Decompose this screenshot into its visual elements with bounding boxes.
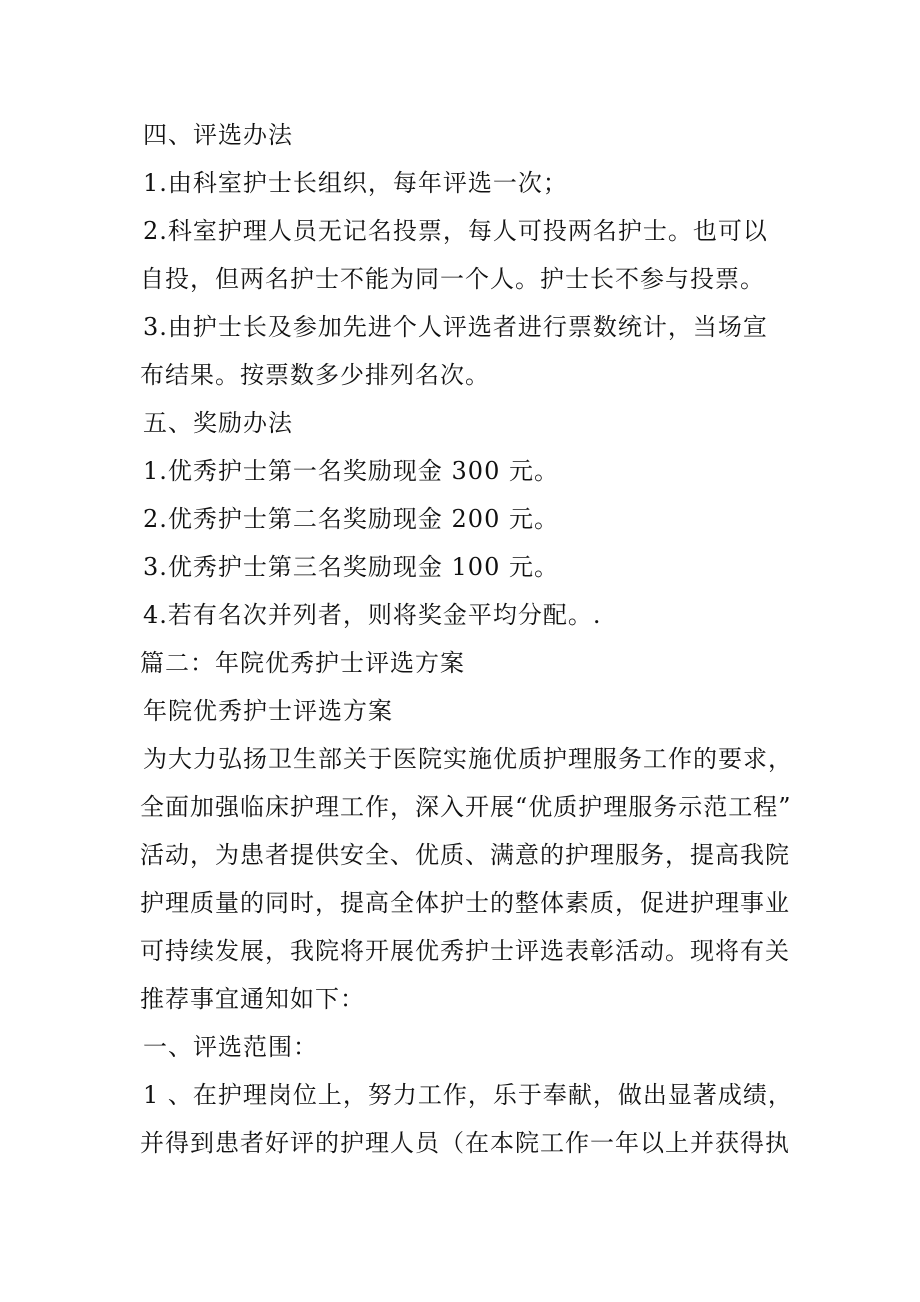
paragraph-line: 3.由护士长及参加先进个人评选者进行票数统计，当场宣 bbox=[143, 313, 768, 341]
paragraph-line: 并得到患者好评的护理人员（在本院工作一年以上并获得执 bbox=[140, 1129, 790, 1157]
heading-section-1: 一、评选范围： bbox=[143, 1033, 318, 1061]
paragraph-line: 3.优秀护士第三名奖励现金 100 元。 bbox=[143, 553, 559, 581]
paragraph-line: 为大力弘扬卫生部关于医院实施优质护理服务工作的要求， bbox=[143, 745, 793, 773]
heading-section-5: 五、奖励办法 bbox=[143, 409, 293, 437]
paragraph-line: 2.优秀护士第二名奖励现金 200 元。 bbox=[143, 505, 559, 533]
paragraph-line: 1.由科室护士长组织，每年评选一次； bbox=[143, 169, 568, 197]
paragraph-line: 推荐事宜通知如下： bbox=[140, 985, 365, 1013]
paragraph-line: 1.优秀护士第一名奖励现金 300 元。 bbox=[143, 457, 559, 485]
heading-section-4: 四、评选办法 bbox=[143, 121, 293, 149]
document-title: 年院优秀护士评选方案 bbox=[143, 697, 393, 725]
paragraph-line: 2.科室护理人员无记名投票，每人可投两名护士。也可以 bbox=[143, 217, 768, 245]
paragraph-line: 自投，但两名护士不能为同一个人。护士长不参与投票。 bbox=[140, 265, 765, 293]
paragraph-line: 护理质量的同时，提高全体护士的整体素质，促进护理事业 bbox=[140, 889, 790, 917]
paragraph-line: 布结果。按票数多少排列名次。 bbox=[140, 361, 490, 389]
paragraph-line: 活动，为患者提供安全、优质、满意的护理服务，提高我院 bbox=[140, 841, 790, 869]
chapter-heading: 篇二：年院优秀护士评选方案 bbox=[140, 649, 465, 677]
paragraph-line: 1 、在护理岗位上，努力工作，乐于奉献，做出显著成绩， bbox=[143, 1081, 793, 1109]
paragraph-line: 可持续发展，我院将开展优秀护士评选表彰活动。现将有关 bbox=[140, 937, 790, 965]
paragraph-line: 全面加强临床护理工作，深入开展“优质护理服务示范工程” bbox=[140, 793, 792, 821]
paragraph-line: 4.若有名次并列者，则将奖金平均分配。. bbox=[143, 601, 602, 629]
